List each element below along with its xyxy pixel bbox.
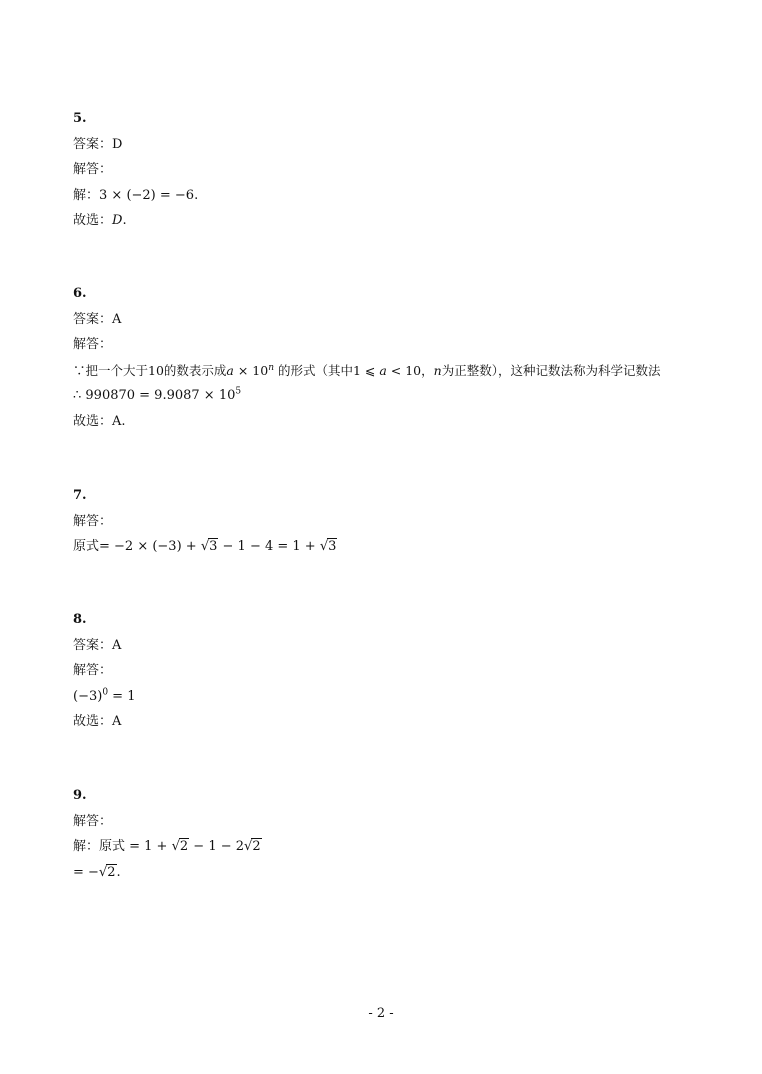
solution-line bbox=[73, 834, 713, 860]
text-segment: ∵把一个大于10的数表示成 bbox=[73, 362, 227, 378]
sqrt-symbol: √3 bbox=[319, 539, 337, 554]
math-segment: 解：原式 = 1 + bbox=[73, 839, 172, 854]
question-8 bbox=[73, 607, 713, 735]
math-segment: 原式= −2 × (−3) + bbox=[73, 539, 201, 554]
choice-line: 故选：A bbox=[73, 714, 122, 729]
exponent: 0 bbox=[102, 687, 109, 698]
solution-line bbox=[73, 684, 713, 710]
text-segment: 的形式（其中1 ⩽ bbox=[274, 362, 380, 378]
math-segment: (−3) bbox=[73, 688, 103, 704]
explain-label: 解答： bbox=[73, 513, 113, 529]
question-6 bbox=[73, 281, 713, 434]
math-variable: a bbox=[226, 362, 234, 378]
explain-label: 解答： bbox=[73, 663, 113, 678]
page-number: - 2 - bbox=[368, 1006, 394, 1021]
math-segment: ∴ 990870 = 9.9087 × 10 bbox=[73, 388, 236, 403]
result-line bbox=[73, 860, 713, 886]
exponent: n bbox=[268, 362, 274, 373]
question-number: 8. bbox=[73, 612, 87, 627]
solution-prefix: 解： bbox=[73, 187, 100, 203]
text-segment: < 10， bbox=[386, 362, 434, 378]
sqrt-symbol: √3 bbox=[200, 539, 218, 554]
explain-label: 解答： bbox=[73, 337, 113, 352]
question-number: 9. bbox=[73, 788, 87, 803]
math-segment: × 10 bbox=[233, 362, 269, 378]
math-expression: 3 × (−2) = −6. bbox=[99, 187, 199, 203]
solution-line bbox=[73, 534, 713, 560]
exponent: 5 bbox=[235, 386, 242, 397]
radicand: 2 bbox=[179, 839, 189, 854]
choice-prefix: 故选： bbox=[73, 213, 113, 228]
question-number: 6. bbox=[73, 286, 87, 301]
sqrt-symbol: √2 bbox=[98, 864, 116, 880]
choice-line: 故选：A. bbox=[73, 413, 126, 429]
math-variable: n bbox=[433, 362, 442, 378]
choice-variable: D bbox=[112, 213, 123, 228]
question-9 bbox=[73, 783, 713, 885]
result-line bbox=[73, 383, 713, 409]
math-variable: a bbox=[379, 362, 387, 378]
question-number: 7. bbox=[73, 488, 87, 503]
answer-line: 答案：D bbox=[73, 136, 123, 152]
sqrt-symbol: √2 bbox=[244, 839, 261, 854]
radicand: 3 bbox=[209, 539, 218, 554]
radicand: 2 bbox=[252, 839, 261, 854]
math-segment: . bbox=[116, 864, 121, 880]
answer-line: 答案：A bbox=[73, 637, 122, 653]
solution-line bbox=[73, 358, 713, 384]
radicand: 3 bbox=[328, 539, 337, 554]
question-5 bbox=[73, 106, 713, 234]
choice-line bbox=[73, 208, 713, 234]
explain-label: 解答： bbox=[73, 813, 113, 829]
choice-end: . bbox=[122, 213, 127, 228]
sqrt-symbol: √2 bbox=[171, 839, 189, 854]
radicand: 2 bbox=[107, 864, 116, 880]
math-segment: − 1 − 2 bbox=[189, 839, 245, 854]
solution-line bbox=[73, 183, 713, 209]
question-7 bbox=[73, 483, 713, 560]
math-segment: = − bbox=[73, 864, 99, 880]
text-segment: 为正整数），这种记数法称为科学记数法 bbox=[441, 362, 661, 378]
answer-line: 答案：A bbox=[73, 311, 122, 327]
explain-label: 解答： bbox=[73, 162, 113, 177]
question-number: 5. bbox=[73, 111, 87, 126]
math-segment: = 1 bbox=[108, 688, 136, 704]
math-segment: − 1 − 4 = 1 + bbox=[218, 539, 320, 554]
